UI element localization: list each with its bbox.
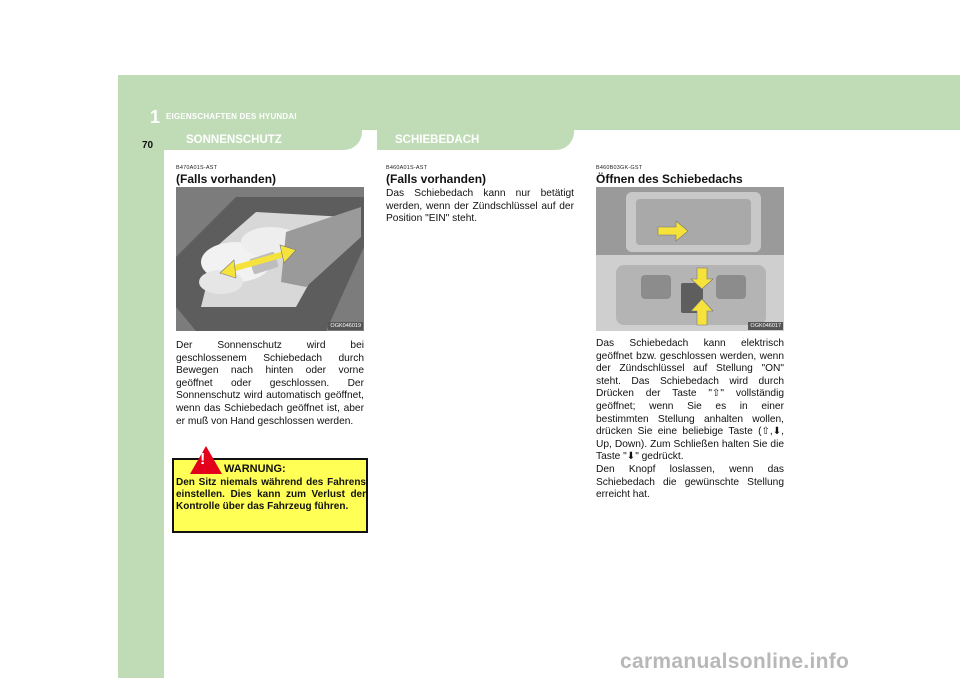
sunroof-switch-illustration xyxy=(596,187,784,331)
chapter-title: EIGENSCHAFTEN DES HYUNDAI xyxy=(166,112,297,121)
warning-symbol: ! xyxy=(200,451,206,468)
down-arrow-filled-icon: ⬇ xyxy=(772,426,782,438)
sunroof-description: Das Schiebedach kann nur betätigt werden, wenn der Zündschlüssel auf der Position "EIN" steht. xyxy=(386,188,574,225)
page-number: 70 xyxy=(142,140,154,151)
warning-triangle-icon xyxy=(190,446,222,474)
instruction-part: " vollständig geöffnet; wenn Sie es in einer bestimmten Stellung anhalten wollen, drücken Sie eine beliebige Taste ( xyxy=(596,388,784,438)
section-subhead: Öffnen des Schiebedachs xyxy=(596,172,743,186)
down-arrow-filled-icon: ⬇ xyxy=(626,451,636,463)
opening-instructions: Das Schiebedach kann elektrisch geöffnet bzw. geschlossen werden, wenn der Zündschlüssel auf Stellung "ON" steht. Das Schiebedach wird durch Drücken der Taste "⇧" vollständig geöffnet; wenn Sie es in einer bestimmten Stellung anhalten wollen, drücken Sie eine beliebige Taste (⇧,⬇, Up, Down). Zum Schließen halten Sie die Taste "⬇" gedrückt. Den Knopf loslassen, wenn das Schiebedach die gewünschte Stellung erreicht hat. xyxy=(596,338,784,501)
warning-title: WARNUNG: xyxy=(224,463,286,475)
section-tab-schiebedach: SCHIEBEDACH xyxy=(377,130,574,150)
section-subhead: (Falls vorhanden) xyxy=(386,172,487,186)
up-arrow-outline-icon: ⇧ xyxy=(712,388,721,400)
up-arrow-outline-icon: ⇧ xyxy=(761,426,770,438)
section-code: B470A01S-AST xyxy=(176,165,218,171)
watermark: carmanualsonline.info xyxy=(620,650,850,673)
section-tab-sonnenschutz: SONNENSCHUTZ xyxy=(164,130,362,150)
sunshade-photo xyxy=(176,187,364,331)
sunroof-switch-photo xyxy=(596,187,784,331)
photo-id: OGK046019 xyxy=(330,323,361,329)
section-subhead: (Falls vorhanden) xyxy=(176,172,277,186)
photo-id: OGK046017 xyxy=(750,323,781,329)
instruction-part: " gedrückt. xyxy=(635,451,684,463)
instruction-part: Das Schiebedach kann elektrisch geöffnet bzw. geschlossen werden, wenn der Zündschlüssel auf Stellung "ON" steht. Das Schiebedach wird durch Drücken der Taste " xyxy=(596,338,784,400)
instruction-part: Den Knopf loslassen, wenn das Schiebedach die gewünschte Stellung erreicht hat. xyxy=(596,463,784,501)
sunshade-description: Der Sonnenschutz wird bei geschlossenem Schiebedach durch Bewegen nach hinten oder vorne geöffnet oder geschlossen. Der Sonnenschutz wird automatisch geöffnet, wenn das Schiebedach geöffnet ist, aber er muß von Hand geschlossen werden. xyxy=(176,340,364,427)
sunshade-illustration xyxy=(176,187,364,331)
warning-box xyxy=(172,451,368,533)
section-code: B460B03GK-GST xyxy=(596,165,643,171)
instruction-part: , Up, Down). Zum Schließen halten Sie die Taste " xyxy=(596,426,784,463)
section-code: B460A01S-AST xyxy=(386,165,428,171)
chapter-number: 1 xyxy=(150,107,161,127)
warning-text: Den Sitz niemals während des Fahrens einstellen. Dies kann zum Verlust der Kontrolle über das Fahrzeug führen. xyxy=(176,477,366,513)
